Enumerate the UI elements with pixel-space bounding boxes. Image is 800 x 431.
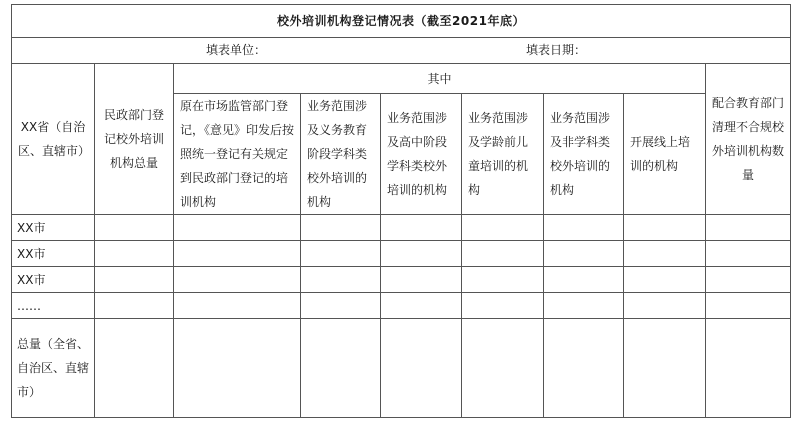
header-cleanup-count: 配合教育部门清理不合规校外培训机构数量	[706, 64, 791, 215]
data-cell[interactable]	[462, 267, 544, 293]
table-row	[12, 267, 791, 293]
data-cell[interactable]	[95, 319, 174, 418]
header-sub-non-academic: 业务范围涉及非学科类校外培训的机构	[544, 94, 624, 215]
data-cell[interactable]	[174, 293, 301, 319]
data-cell[interactable]	[462, 215, 544, 241]
data-cell[interactable]	[706, 215, 791, 241]
data-cell[interactable]	[624, 241, 706, 267]
data-cell[interactable]	[624, 267, 706, 293]
data-cell[interactable]	[462, 319, 544, 418]
data-cell[interactable]	[706, 241, 791, 267]
registration-table	[11, 4, 791, 418]
data-cell[interactable]	[301, 293, 381, 319]
data-cell[interactable]	[544, 319, 624, 418]
data-cell[interactable]	[624, 293, 706, 319]
fill-date-label: 填表日期：	[526, 43, 587, 57]
fill-unit-label: 填表单位：	[206, 43, 267, 57]
header-sub-preschool: 业务范围涉及学龄前儿童培训的机构	[462, 94, 544, 215]
data-cell[interactable]	[544, 267, 624, 293]
table-title: 校外培训机构登记情况表（截至2021年底）	[12, 5, 791, 38]
table-row	[12, 293, 791, 319]
data-cell[interactable]	[381, 215, 462, 241]
header-total-registered: 民政部门登记校外培训机构总量	[95, 64, 174, 215]
data-cell[interactable]	[544, 293, 624, 319]
data-cell[interactable]	[544, 215, 624, 241]
row-label: XX市	[12, 241, 95, 267]
data-cell[interactable]	[95, 241, 174, 267]
data-cell[interactable]	[544, 241, 624, 267]
data-cell[interactable]	[462, 241, 544, 267]
row-label: XX市	[12, 267, 95, 293]
data-cell[interactable]	[381, 267, 462, 293]
data-cell[interactable]	[706, 319, 791, 418]
data-cell[interactable]	[301, 215, 381, 241]
header-sub-compulsory-education: 业务范围涉及义务教育阶段学科类校外培训的机构	[301, 94, 381, 215]
row-label: XX市	[12, 215, 95, 241]
table-row	[12, 215, 791, 241]
header-sub-market-regulation: 原在市场监管部门登记，《意见》印发后按照统一登记有关规定到民政部门登记的培训机构	[174, 94, 301, 215]
data-cell[interactable]	[706, 267, 791, 293]
data-cell[interactable]	[381, 241, 462, 267]
data-cell[interactable]	[301, 319, 381, 418]
data-cell[interactable]	[301, 241, 381, 267]
header-sub-online: 开展线上培训的机构	[624, 94, 706, 215]
table-row	[12, 241, 791, 267]
data-cell[interactable]	[381, 319, 462, 418]
registration-form	[11, 4, 790, 422]
data-cell[interactable]	[95, 293, 174, 319]
data-cell[interactable]	[381, 293, 462, 319]
total-label: 总量（全省、自治区、直辖市）	[12, 319, 95, 418]
data-cell[interactable]	[95, 215, 174, 241]
row-label: ……	[12, 293, 95, 319]
total-row	[12, 319, 791, 418]
data-cell[interactable]	[624, 215, 706, 241]
data-cell[interactable]	[624, 319, 706, 418]
data-cell[interactable]	[95, 267, 174, 293]
data-cell[interactable]	[706, 293, 791, 319]
header-group-among: 其中	[174, 64, 706, 94]
data-cell[interactable]	[174, 319, 301, 418]
data-cell[interactable]	[301, 267, 381, 293]
data-cell[interactable]	[174, 267, 301, 293]
data-cell[interactable]	[462, 293, 544, 319]
data-cell[interactable]	[174, 215, 301, 241]
data-cell[interactable]	[174, 241, 301, 267]
header-region: XX省（自治区、直辖市）	[12, 64, 95, 215]
fill-info-row	[12, 38, 791, 64]
header-sub-high-school: 业务范围涉及高中阶段学科类校外培训的机构	[381, 94, 462, 215]
